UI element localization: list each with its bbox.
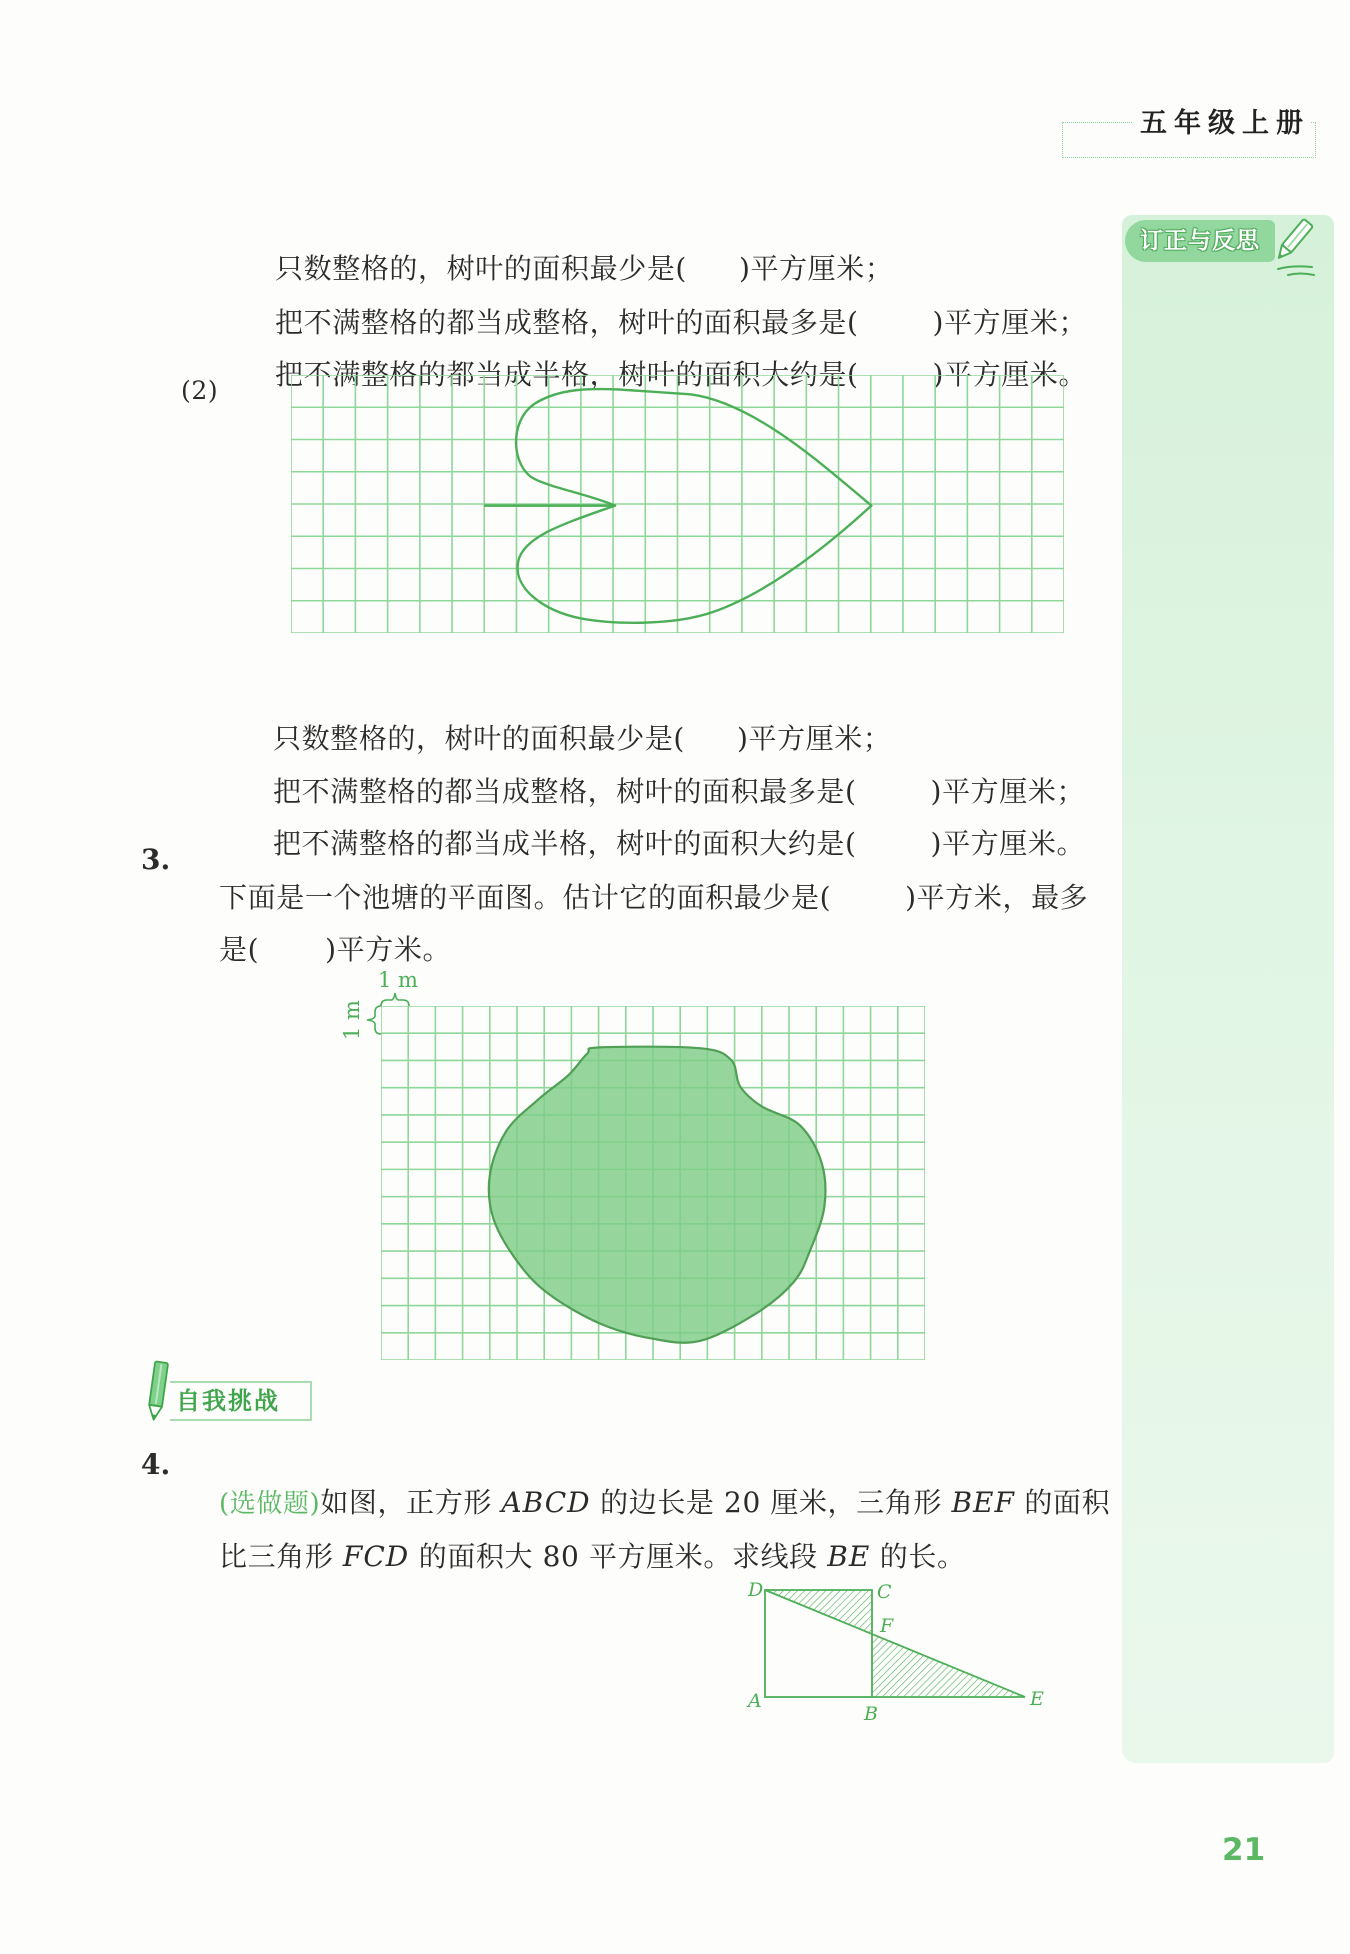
- label-f: F: [880, 1615, 894, 1637]
- line-text: 只数整格的，树叶的面积最少是(: [275, 252, 687, 285]
- line-text: 的面积: [1014, 1486, 1111, 1519]
- q2-part2-min-line: [235, 682, 892, 755]
- scale-label-top: 1 m: [378, 968, 418, 992]
- pond-grid: [381, 1006, 925, 1360]
- label-e: E: [1030, 1688, 1044, 1710]
- line-text: 是(: [219, 933, 260, 966]
- part-label: (2): [181, 376, 219, 405]
- label-a: A: [748, 1690, 762, 1712]
- q2-part2-max-line: [235, 735, 1086, 808]
- leaf-grid: [291, 375, 1064, 633]
- label-c: C: [877, 1581, 892, 1603]
- question-number: 3.: [141, 843, 171, 876]
- label-d: D: [748, 1579, 764, 1601]
- math-var: BE: [827, 1540, 871, 1573]
- line-text: )平方米。: [325, 933, 452, 966]
- line-text: 只数整格的，树叶的面积最少是(: [273, 722, 685, 755]
- pencil-icon: [1268, 215, 1318, 281]
- line-text: 把不满整格的都当成整格，树叶的面积最多是(: [275, 306, 859, 339]
- scale-brace-top: [379, 991, 411, 1007]
- line-text: 的面积大 80 平方厘米。求线段: [409, 1540, 828, 1573]
- label-b: B: [864, 1703, 878, 1725]
- line-text: 把不满整格的都当成半格，树叶的面积大约是(: [275, 358, 859, 391]
- scale-label-left: 1 m: [340, 1000, 364, 1040]
- pencil-icon: [143, 1358, 173, 1426]
- line-text: )平方厘米。: [930, 827, 1086, 860]
- sidebar-panel: [1122, 215, 1334, 1763]
- self-challenge-title: 自我挑战: [170, 1381, 312, 1421]
- scale-brace-left: [364, 1004, 382, 1036]
- math-var: FCD: [342, 1540, 410, 1573]
- sidebar-title: 订正与反思: [1125, 220, 1275, 262]
- line-text: 把不满整格的都当成整格，树叶的面积最多是(: [273, 775, 857, 808]
- geometry-figure: [740, 1570, 1050, 1730]
- line-text: )平方厘米。: [932, 358, 1088, 391]
- question-number: 4.: [141, 1448, 171, 1481]
- line-text: )平方厘米；: [930, 775, 1086, 808]
- line-text: 如图，正方形: [320, 1486, 502, 1519]
- q2-part1-max-line: [237, 266, 1088, 339]
- optional-tag: (选做题): [219, 1489, 321, 1519]
- line-text: )平方厘米；: [736, 722, 892, 755]
- q2-part1-min-line: [237, 212, 894, 285]
- page-number: 21: [1222, 1832, 1266, 1868]
- q4-line-1: [181, 1446, 1111, 1519]
- q4-line-2: [181, 1500, 966, 1573]
- q2-part1-estimate-line: [237, 318, 1088, 391]
- q3-line-1: [181, 841, 1089, 914]
- line-text: 的长。: [870, 1540, 966, 1573]
- grade-label: 五年级上册: [1132, 104, 1310, 144]
- line-text: 下面是一个池塘的平面图。估计它的面积最少是(: [219, 881, 832, 914]
- pond-shape: [489, 1047, 826, 1343]
- grid-lines: [291, 375, 1064, 633]
- line-text: )平方厘米；: [932, 306, 1088, 339]
- q2-part2-estimate-line: [235, 787, 1086, 860]
- math-var: BEF: [951, 1486, 1015, 1519]
- line-text: )平方厘米；: [738, 252, 894, 285]
- line-text: 比三角形: [219, 1540, 343, 1573]
- line-text: )平方米，最多: [905, 881, 1089, 914]
- q3-line-2: [181, 893, 452, 966]
- math-var: ABCD: [501, 1486, 591, 1519]
- line-text: 的边长是 20 厘米，三角形: [590, 1486, 952, 1519]
- line-text: 把不满整格的都当成半格，树叶的面积大约是(: [273, 827, 857, 860]
